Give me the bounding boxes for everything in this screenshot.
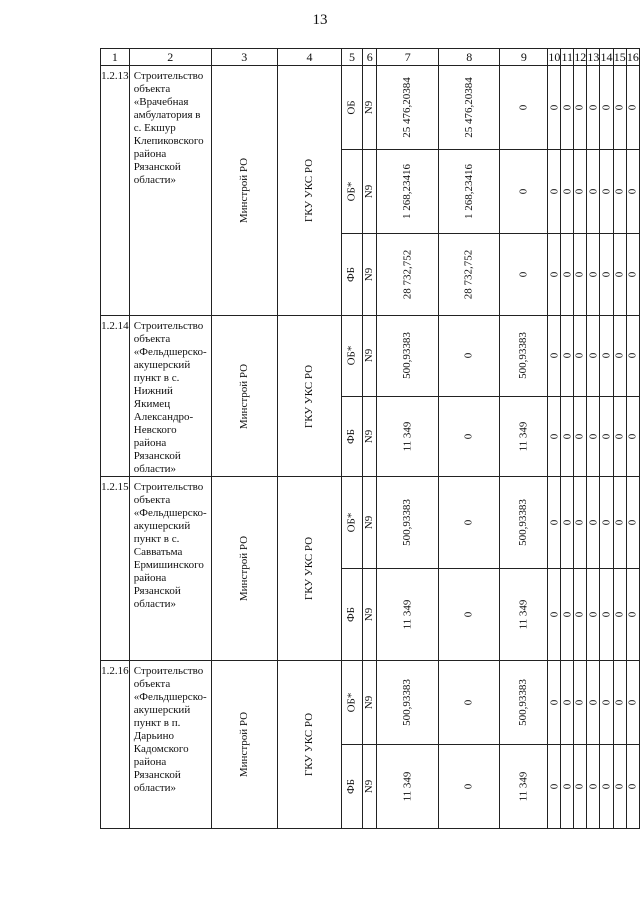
year-amount <box>438 661 500 745</box>
funding-source-text: ОБ <box>345 100 358 115</box>
year-amount-text: 0 <box>462 699 475 706</box>
year-amount <box>548 396 561 477</box>
year-amount-text: 0 <box>547 188 560 195</box>
year-amount <box>626 150 639 234</box>
budget-code <box>362 661 377 745</box>
year-amount <box>574 66 587 150</box>
item-name: Строительство объекта «Фельдшерско-акушерский пункт в п. Дарьино Кадомского района Рязанской области» <box>129 661 211 829</box>
year-amount <box>500 150 548 234</box>
year-amount <box>500 661 548 745</box>
year-amount <box>587 745 600 829</box>
funding-source <box>342 477 363 569</box>
budget-code-text: N9 <box>363 607 376 622</box>
year-amount-text: 0 <box>517 271 530 278</box>
funding-source-text: ФБ <box>345 606 358 623</box>
total-amount-text: 25 476,20384 <box>401 77 414 138</box>
year-amount <box>500 234 548 316</box>
year-amount-text: 0 <box>586 783 599 790</box>
total-amount-text: 500,93383 <box>401 499 414 546</box>
year-amount <box>600 569 613 661</box>
year-amount-text: 0 <box>613 699 626 706</box>
year-amount-text: 500,93383 <box>517 332 530 380</box>
total-amount-text: 500,93383 <box>401 679 414 726</box>
year-amount-text: 0 <box>586 271 599 278</box>
item-name: Строительство объекта «Фельдшерско-акушерский пункт в с. Савватьма Ермишинского района Рязанской области» <box>129 477 211 661</box>
total-amount <box>377 661 439 745</box>
total-amount <box>377 150 439 234</box>
funding-source <box>342 396 363 477</box>
year-amount-text: 0 <box>586 699 599 706</box>
year-amount-text: 0 <box>462 353 475 359</box>
year-amount-text: 28 732,752 <box>462 249 475 300</box>
co-executor-text: ГКУ УКС РО <box>302 536 315 601</box>
year-amount-text: 0 <box>626 783 639 790</box>
year-amount-text: 0 <box>586 353 599 359</box>
year-amount <box>626 396 639 477</box>
year-amount <box>438 66 500 150</box>
year-amount <box>574 150 587 234</box>
year-amount <box>548 745 561 829</box>
co-executor <box>277 316 341 477</box>
responsible-executor-text: Минстрой РО <box>237 157 250 224</box>
total-amount <box>377 569 439 661</box>
year-amount-text: 0 <box>560 783 573 790</box>
header-cell: 7 <box>377 49 439 66</box>
year-amount <box>600 150 613 234</box>
page-number: 13 <box>312 12 328 28</box>
year-amount <box>561 569 574 661</box>
year-amount <box>600 234 613 316</box>
year-amount <box>600 66 613 150</box>
item-code: 1.2.14 <box>101 316 130 477</box>
header-cell: 12 <box>574 49 587 64</box>
total-amount-text: 11 349 <box>401 421 414 452</box>
year-amount-text: 0 <box>600 783 613 790</box>
header-cell: 10 <box>548 49 561 64</box>
co-executor-text: ГКУ УКС РО <box>302 364 315 428</box>
table-row <box>101 661 640 745</box>
year-amount-text: 0 <box>613 519 626 526</box>
year-amount-text: 500,93383 <box>517 679 530 726</box>
total-amount-text: 500,93383 <box>401 332 414 380</box>
year-amount <box>548 661 561 745</box>
total-amount <box>377 234 439 316</box>
year-amount-text: 0 <box>626 353 639 359</box>
year-amount-text: 0 <box>600 353 613 359</box>
header-cell: 11 <box>561 49 574 64</box>
year-amount-text: 0 <box>573 699 586 706</box>
budget-code <box>362 477 377 569</box>
year-amount <box>438 150 500 234</box>
header-cell: 13 <box>587 49 600 64</box>
year-amount <box>600 745 613 829</box>
table-row <box>101 66 640 150</box>
funding-source <box>342 569 363 661</box>
year-amount <box>574 569 587 661</box>
year-amount <box>626 316 639 397</box>
year-amount-text: 0 <box>547 104 560 111</box>
responsible-executor-text: Минстрой РО <box>237 711 250 778</box>
year-amount <box>438 396 500 477</box>
year-amount <box>574 396 587 477</box>
budget-code-text: N9 <box>363 695 376 710</box>
header-cell: 16 <box>626 49 639 64</box>
year-amount-text: 0 <box>573 611 586 618</box>
year-amount <box>600 316 613 397</box>
total-amount <box>377 396 439 477</box>
budget-code-text: N9 <box>363 429 376 443</box>
year-amount <box>626 477 639 569</box>
year-amount-text: 0 <box>586 104 599 111</box>
responsible-executor <box>211 66 277 316</box>
co-executor <box>277 66 341 316</box>
responsible-executor <box>211 661 277 829</box>
year-amount <box>600 661 613 745</box>
funding-source <box>342 150 363 234</box>
item-code: 1.2.16 <box>101 661 130 829</box>
year-amount <box>587 316 600 397</box>
year-amount-text: 0 <box>547 433 560 439</box>
year-amount <box>613 150 626 234</box>
year-amount <box>587 661 600 745</box>
responsible-executor <box>211 316 277 477</box>
year-amount-text: 0 <box>573 104 586 111</box>
year-amount-text: 11 349 <box>517 421 530 452</box>
year-amount-text: 0 <box>573 783 586 790</box>
year-amount <box>574 661 587 745</box>
year-amount-text: 0 <box>560 433 573 439</box>
year-amount <box>500 396 548 477</box>
total-amount-text: 11 349 <box>401 771 414 802</box>
year-amount-text: 0 <box>626 433 639 439</box>
year-amount <box>587 150 600 234</box>
year-amount-text: 0 <box>613 783 626 790</box>
item-code: 1.2.15 <box>101 477 130 661</box>
year-amount <box>561 745 574 829</box>
year-amount-text: 0 <box>517 188 530 195</box>
year-amount-text: 0 <box>586 433 599 439</box>
year-amount-text: 0 <box>462 433 475 439</box>
year-amount <box>613 569 626 661</box>
year-amount <box>561 477 574 569</box>
year-amount <box>574 316 587 397</box>
year-amount <box>613 661 626 745</box>
budget-code <box>362 745 377 829</box>
year-amount-text: 0 <box>573 188 586 195</box>
budget-code <box>362 66 377 150</box>
total-amount-text: 28 732,752 <box>401 249 414 300</box>
table-row <box>101 477 640 569</box>
year-amount <box>613 477 626 569</box>
year-amount <box>574 477 587 569</box>
year-amount <box>561 234 574 316</box>
year-amount <box>574 234 587 316</box>
year-amount <box>438 316 500 397</box>
year-amount <box>613 66 626 150</box>
total-amount-text: 1 268,23416 <box>401 164 414 219</box>
co-executor <box>277 477 341 661</box>
year-amount-text: 500,93383 <box>517 499 530 546</box>
year-amount <box>438 569 500 661</box>
header-cell: 9 <box>500 49 548 66</box>
funding-source <box>342 66 363 150</box>
year-amount <box>600 477 613 569</box>
budget-code <box>362 316 377 397</box>
header-row <box>101 49 640 66</box>
year-amount-text: 0 <box>613 433 626 439</box>
year-amount-text: 0 <box>560 271 573 278</box>
year-amount <box>613 396 626 477</box>
funding-source-text: ОБ* <box>345 345 358 366</box>
total-amount <box>377 316 439 397</box>
header-cell: 2 <box>129 49 211 66</box>
year-amount-text: 1 268,23416 <box>462 164 475 219</box>
year-amount-text: 0 <box>547 611 560 618</box>
budget-code-text: N9 <box>363 184 376 199</box>
year-amount-text: 25 476,20384 <box>462 77 475 138</box>
year-amount-text: 0 <box>613 188 626 195</box>
year-amount <box>587 477 600 569</box>
year-amount-text: 0 <box>560 104 573 111</box>
year-amount-text: 0 <box>547 783 560 790</box>
year-amount-text: 0 <box>626 611 639 618</box>
year-amount <box>500 477 548 569</box>
co-executor-text: ГКУ УКС РО <box>302 712 315 777</box>
year-amount <box>548 234 561 316</box>
budget-code <box>362 234 377 316</box>
year-amount <box>626 569 639 661</box>
header-cell: 3 <box>211 49 277 66</box>
year-amount-text: 0 <box>560 699 573 706</box>
co-executor-text: ГКУ УКС РО <box>302 158 315 223</box>
year-amount <box>548 150 561 234</box>
budget-code-text: N9 <box>363 349 376 363</box>
year-amount-text: 11 349 <box>517 599 530 630</box>
funding-source-text: ОБ* <box>345 512 358 533</box>
year-amount <box>626 661 639 745</box>
year-amount-text: 0 <box>613 353 626 359</box>
funding-source-text: ОБ* <box>345 692 358 713</box>
responsible-executor-text: Минстрой РО <box>237 363 250 429</box>
year-amount <box>587 234 600 316</box>
year-amount <box>438 477 500 569</box>
year-amount <box>561 66 574 150</box>
header-cell: 15 <box>613 49 626 64</box>
responsible-executor <box>211 477 277 661</box>
responsible-executor-text: Минстрой РО <box>237 535 250 602</box>
year-amount <box>561 661 574 745</box>
year-amount <box>548 66 561 150</box>
year-amount <box>438 745 500 829</box>
year-amount-text: 0 <box>547 271 560 278</box>
budget-code-text: N9 <box>363 100 376 115</box>
year-amount <box>500 745 548 829</box>
total-amount <box>377 66 439 150</box>
year-amount-text: 0 <box>626 188 639 195</box>
item-code: 1.2.13 <box>101 66 130 316</box>
year-amount-text: 0 <box>626 271 639 278</box>
year-amount <box>438 234 500 316</box>
year-amount-text: 0 <box>626 519 639 526</box>
year-amount-text: 0 <box>560 188 573 195</box>
year-amount <box>626 745 639 829</box>
year-amount <box>574 745 587 829</box>
year-amount-text: 0 <box>600 519 613 526</box>
funding-source-text: ОБ* <box>345 181 358 202</box>
year-amount-text: 0 <box>586 611 599 618</box>
header-cell: 8 <box>438 49 500 66</box>
year-amount-text: 0 <box>586 519 599 526</box>
total-amount <box>377 745 439 829</box>
program-table <box>100 48 640 829</box>
year-amount-text: 0 <box>517 104 530 111</box>
budget-code-text: N9 <box>363 779 376 794</box>
funding-source-text: ФБ <box>345 266 358 283</box>
year-amount-text: 0 <box>573 519 586 526</box>
year-amount-text: 0 <box>547 699 560 706</box>
budget-code <box>362 150 377 234</box>
year-amount-text: 0 <box>626 699 639 706</box>
funding-source <box>342 234 363 316</box>
year-amount <box>626 66 639 150</box>
funding-source <box>342 661 363 745</box>
year-amount-text: 0 <box>600 271 613 278</box>
year-amount <box>500 569 548 661</box>
year-amount <box>626 234 639 316</box>
year-amount <box>561 150 574 234</box>
year-amount-text: 0 <box>573 433 586 439</box>
header-cell: 14 <box>600 49 613 64</box>
funding-source-text: ФБ <box>345 428 358 444</box>
co-executor <box>277 661 341 829</box>
year-amount <box>548 316 561 397</box>
item-name: Строительство объекта «Фельдшерско-акушерский пункт в с. Нижний Якимец Александро-Невского района Рязанской области» <box>129 316 211 477</box>
year-amount-text: 0 <box>626 104 639 111</box>
year-amount <box>561 396 574 477</box>
header-cell: 4 <box>277 49 341 66</box>
year-amount-text: 0 <box>613 104 626 111</box>
year-amount <box>613 234 626 316</box>
year-amount-text: 0 <box>600 611 613 618</box>
year-amount-text: 0 <box>462 783 475 790</box>
year-amount <box>500 316 548 397</box>
budget-code <box>362 569 377 661</box>
year-amount-text: 0 <box>547 353 560 359</box>
year-amount-text: 0 <box>560 519 573 526</box>
year-amount-text: 0 <box>600 699 613 706</box>
header-cell: 5 <box>342 49 363 66</box>
year-amount-text: 0 <box>600 188 613 195</box>
year-amount <box>500 66 548 150</box>
year-amount <box>548 569 561 661</box>
year-amount <box>548 477 561 569</box>
total-amount-text: 11 349 <box>401 599 414 630</box>
funding-source <box>342 745 363 829</box>
budget-code-text: N9 <box>363 267 376 282</box>
year-amount <box>561 316 574 397</box>
budget-code <box>362 396 377 477</box>
budget-code-text: N9 <box>363 515 376 530</box>
year-amount <box>587 66 600 150</box>
year-amount-text: 0 <box>600 433 613 439</box>
total-amount <box>377 477 439 569</box>
year-amount-text: 0 <box>560 353 573 359</box>
funding-source-text: ФБ <box>345 778 358 795</box>
item-name: Строительство объекта «Врачебная амбулатория в с. Екшур Клепиковского района Рязанской области» <box>129 66 211 316</box>
year-amount-text: 0 <box>613 271 626 278</box>
year-amount-text: 0 <box>462 519 475 526</box>
year-amount <box>613 745 626 829</box>
year-amount <box>613 316 626 397</box>
header-cell: 6 <box>362 49 377 66</box>
year-amount <box>587 569 600 661</box>
year-amount-text: 0 <box>573 271 586 278</box>
year-amount-text: 0 <box>547 519 560 526</box>
header-cell: 1 <box>101 49 130 66</box>
year-amount-text: 0 <box>462 611 475 618</box>
year-amount-text: 11 349 <box>517 771 530 802</box>
year-amount <box>587 396 600 477</box>
table-row <box>101 316 640 397</box>
year-amount <box>600 396 613 477</box>
year-amount-text: 0 <box>600 104 613 111</box>
year-amount-text: 0 <box>613 611 626 618</box>
year-amount-text: 0 <box>586 188 599 195</box>
year-amount-text: 0 <box>573 353 586 359</box>
funding-source <box>342 316 363 397</box>
year-amount-text: 0 <box>560 611 573 618</box>
